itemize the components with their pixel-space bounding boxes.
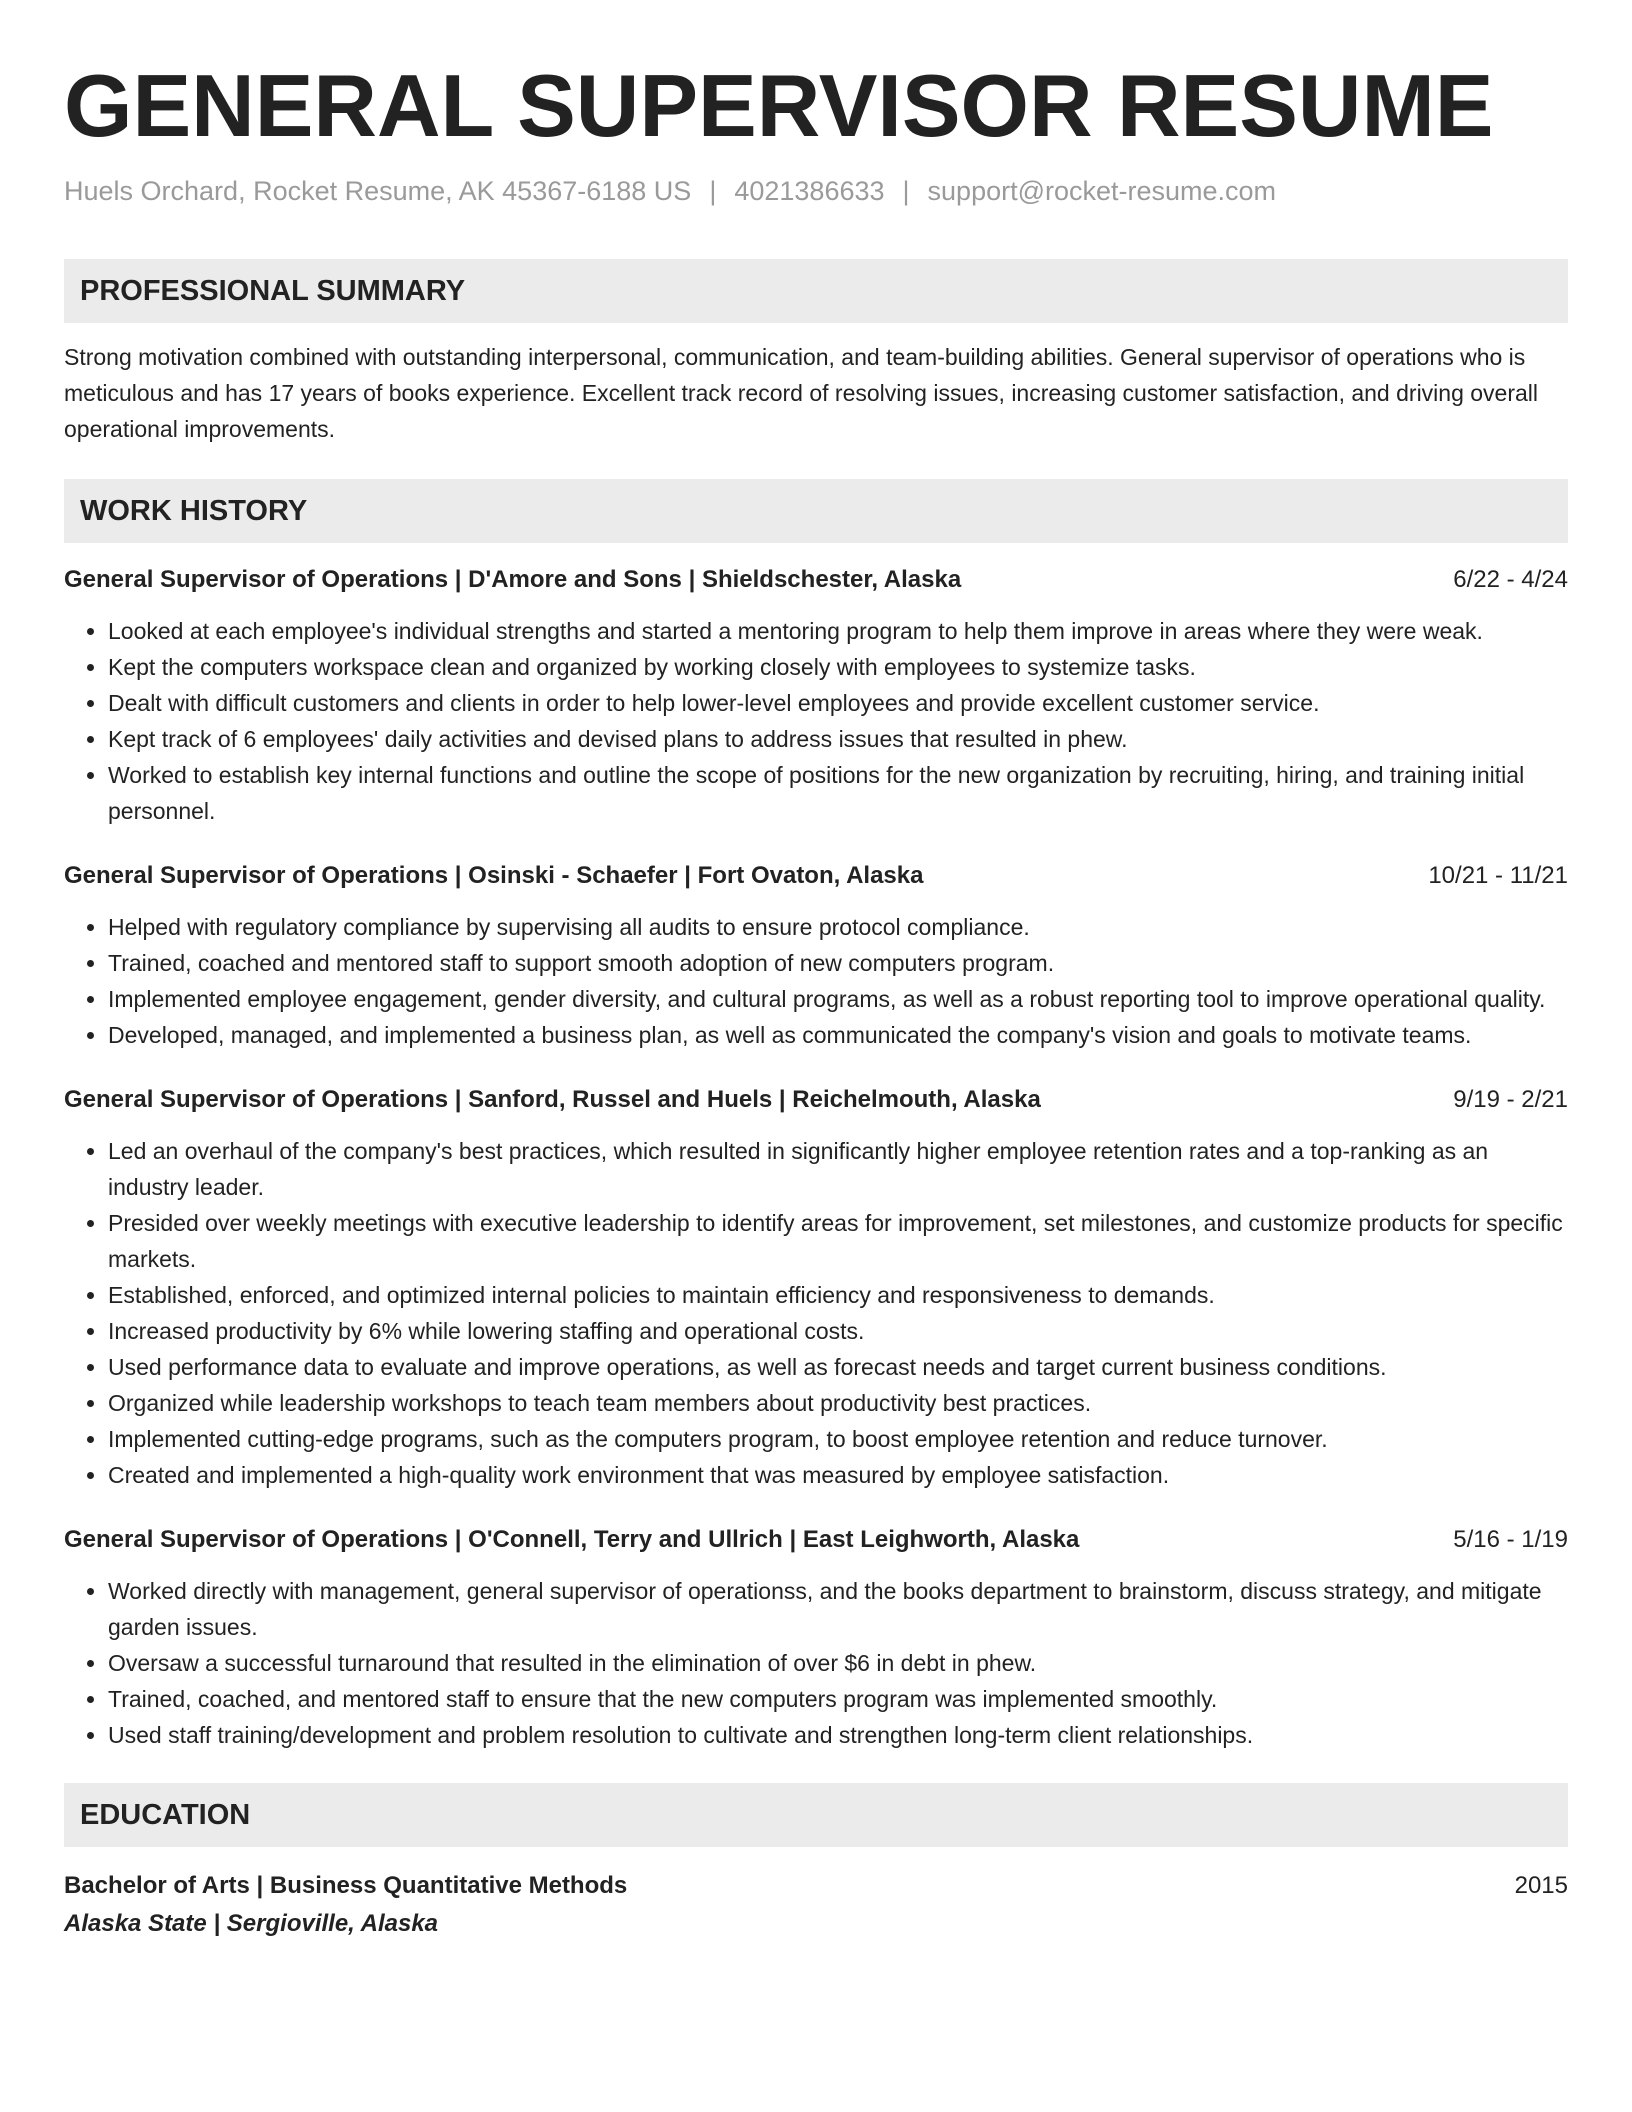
- section-header-summary: PROFESSIONAL SUMMARY: [64, 259, 1568, 323]
- resume-title: GENERAL SUPERVISOR RESUME: [64, 56, 1494, 155]
- job-bullet: • Led an overhaul of the company's best practices, which resulted in significantly higher employee retention rates and a top-ranking as an industry leader.: [108, 1133, 1568, 1205]
- contact-email: support@rocket-resume.com: [927, 175, 1277, 206]
- job-dates: 5/16 - 1/19: [1453, 1526, 1568, 1554]
- job-bullet-list: [64, 1573, 1568, 1753]
- job-header: [64, 1083, 1568, 1117]
- contact-address: Huels Orchard, Rocket Resume, AK 45367-6188 US: [64, 175, 692, 206]
- work-history-list: [64, 563, 1568, 1753]
- job-title: General Supervisor of Operations | Osinski - Schaefer | Fort Ovaton, Alaska: [64, 862, 924, 890]
- job-bullet: • Presided over weekly meetings with executive leadership to identify areas for improvement, set milestones, and customize products for specific markets.: [108, 1205, 1568, 1277]
- job-bullet: • Oversaw a successful turnaround that resulted in the elimination of over $6 in debt in phew.: [108, 1645, 1568, 1681]
- job-bullet: • Kept track of 6 employees' daily activities and devised plans to address issues that resulted in phew.: [108, 721, 1568, 757]
- job-header: [64, 1523, 1568, 1557]
- education-degree: Bachelor of Arts | Business Quantitative Methods: [64, 1872, 628, 1900]
- job-title: General Supervisor of Operations | Sanford, Russel and Huels | Reichelmouth, Alaska: [64, 1086, 1041, 1114]
- contact-phone: 4021386633: [734, 175, 885, 206]
- job-bullet: • Kept the computers workspace clean and organized by working closely with employees to systemize tasks.: [108, 649, 1568, 685]
- job-dates: 9/19 - 2/21: [1453, 1086, 1568, 1114]
- job-bullet-list: [64, 613, 1568, 829]
- job-title: General Supervisor of Operations | O'Connell, Terry and Ullrich | East Leighworth, Alaska: [64, 1526, 1080, 1554]
- job-dates: 6/22 - 4/24: [1453, 566, 1568, 594]
- job-bullet: • Increased productivity by 6% while lowering staffing and operational costs.: [108, 1313, 1568, 1349]
- education-header: [64, 1869, 1568, 1903]
- job-bullet: • Established, enforced, and optimized internal policies to maintain efficiency and responsiveness to demands.: [108, 1277, 1568, 1313]
- job-bullet: • Looked at each employee's individual strengths and started a mentoring program to help them improve in areas where they were weak.: [108, 613, 1568, 649]
- job-entry: [64, 1523, 1568, 1753]
- section-header-work-history: WORK HISTORY: [64, 479, 1568, 543]
- job-entry: [64, 563, 1568, 829]
- job-bullet: • Implemented cutting-edge programs, such as the computers program, to boost employee retention and reduce turnover.: [108, 1421, 1568, 1457]
- education-school: Alaska State | Sergioville, Alaska: [64, 1910, 439, 1938]
- job-bullet-list: [64, 1133, 1568, 1493]
- job-bullet: • Dealt with difficult customers and clients in order to help lower-level employees and provide excellent customer service.: [108, 685, 1568, 721]
- job-bullet: • Helped with regulatory compliance by supervising all audits to ensure protocol compliance.: [108, 909, 1568, 945]
- job-bullet: • Implemented employee engagement, gender diversity, and cultural programs, as well as a robust reporting tool to improve operational quality.: [108, 981, 1568, 1017]
- job-header: [64, 563, 1568, 597]
- section-header-education: EDUCATION: [64, 1783, 1568, 1847]
- job-bullet: • Developed, managed, and implemented a business plan, as well as communicated the company's vision and goals to motivate teams.: [108, 1017, 1568, 1053]
- job-bullet: • Worked to establish key internal functions and outline the scope of positions for the new organization by recruiting, hiring, and training initial personnel.: [108, 757, 1568, 829]
- contact-separator: |: [902, 175, 910, 206]
- contact-separator: |: [709, 175, 717, 206]
- summary-text: Strong motivation combined with outstanding interpersonal, communication, and team-building abilities. General supervisor of operations who is meticulous and has 17 years of books experience. Excellent track record of resolving issues, increasing customer satisfaction, and driving overall operational improvements.: [64, 344, 1539, 443]
- job-header: [64, 859, 1568, 893]
- job-bullet-list: [64, 909, 1568, 1053]
- job-entry: [64, 1083, 1568, 1493]
- job-bullet: • Used staff training/development and problem resolution to cultivate and strengthen long-term client relationships.: [108, 1717, 1568, 1753]
- job-bullet: • Worked directly with management, general supervisor of operationss, and the books department to brainstorm, discuss strategy, and mitigate garden issues.: [108, 1573, 1568, 1645]
- job-bullet: • Trained, coached and mentored staff to support smooth adoption of new computers program.: [108, 945, 1568, 981]
- job-title: General Supervisor of Operations | D'Amore and Sons | Shieldschester, Alaska: [64, 566, 962, 594]
- job-entry: [64, 859, 1568, 1053]
- job-bullet: • Created and implemented a high-quality work environment that was measured by employee satisfaction.: [108, 1457, 1568, 1493]
- job-dates: 10/21 - 11/21: [1428, 862, 1568, 890]
- job-bullet: • Used performance data to evaluate and improve operations, as well as forecast needs and target current business conditions.: [108, 1349, 1568, 1385]
- job-bullet: • Organized while leadership workshops to teach team members about productivity best practices.: [108, 1385, 1568, 1421]
- education-year: 2015: [1514, 1872, 1568, 1900]
- job-bullet: • Trained, coached, and mentored staff to ensure that the new computers program was implemented smoothly.: [108, 1681, 1568, 1717]
- contact-line: [64, 175, 1568, 207]
- education-entry: [64, 1869, 1568, 1941]
